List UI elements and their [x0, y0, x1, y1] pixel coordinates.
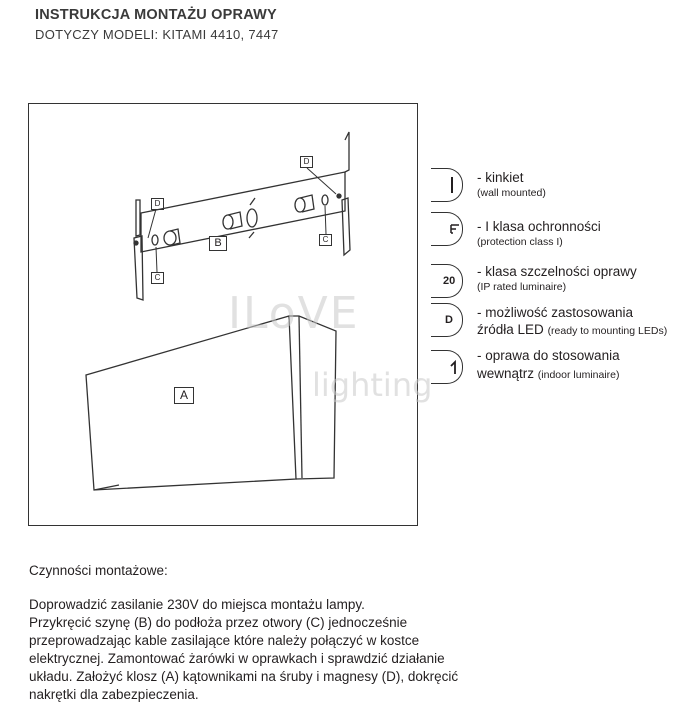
instruction-line: przeprowadzając kable zasilające które należy połączyć w kostce: [29, 633, 420, 648]
wall-mounted-icon: [431, 168, 463, 202]
legend-label-indoor: - oprawa do stosowania: [477, 348, 620, 363]
instruction-line: układu. Założyć klosz (A) kątownikami na śruby i magnesy (D), dokręcić: [29, 669, 459, 684]
legend-sub-indoor: (indoor luminaire): [537, 369, 620, 381]
ip20-symbol: 20: [443, 275, 456, 287]
legend-sub-led: (ready to mounting LEDs): [547, 325, 668, 337]
callout-c-left: C: [151, 272, 164, 284]
legend-label-protection: - I klasa ochronności: [477, 219, 601, 234]
led-ready-icon: [431, 303, 463, 337]
instructions-body: [29, 596, 499, 704]
callout-d-left: D: [151, 198, 164, 210]
instruction-line: nakrętki dla zabezpieczenia.: [29, 687, 199, 702]
ip20-icon: [431, 264, 463, 298]
callout-c-right: C: [319, 234, 332, 246]
protection-class-icon: [431, 212, 463, 246]
legend-label-indoor-2: [477, 366, 620, 381]
callout-a: A: [174, 387, 194, 404]
legend-label-ip: - klasa szczelności oprawy: [477, 264, 637, 279]
legend-label-led-2: [477, 322, 667, 337]
legend-sub-ip: (IP rated luminaire): [477, 281, 567, 293]
legend-label-led: - możliwość zastosowania: [477, 305, 634, 320]
instruction-line: elektrycznej. Zamontować żarówki w oprawkach i sprawdzić działanie: [29, 651, 445, 666]
legend-label-led-line2: źródła LED: [477, 322, 544, 337]
legend-label-indoor-line2: wewnątrz: [477, 366, 535, 381]
instruction-line: Przykręcić szynę (B) do podłoża przez otwory (C) jednocześnie: [29, 615, 408, 630]
instructions-title: Czynności montażowe:: [29, 563, 168, 578]
page-subtitle: DOTYCZY MODELI: KITAMI 4410, 7447: [35, 27, 279, 42]
legend-sub-wall: (wall mounted): [477, 187, 546, 199]
callout-d-top: D: [300, 156, 313, 168]
page-title: INSTRUKCJA MONTAŻU OPRAWY: [35, 7, 277, 23]
callout-leaders: [148, 168, 336, 272]
watermark-logo-sub: lighting: [312, 366, 433, 404]
callout-b: B: [209, 236, 227, 251]
cover-shade: [86, 316, 336, 490]
indoor-icon: [431, 350, 463, 384]
mounting-rail: [134, 132, 350, 300]
led-symbol: D: [445, 314, 453, 326]
instruction-line: Doprowadzić zasilanie 230V do miejsca montażu lampy.: [29, 597, 365, 612]
legend-sub-protection: (protection class I): [477, 236, 563, 248]
legend-label-wall: - kinkiet: [477, 170, 524, 185]
watermark-logo: ILoVE: [228, 288, 360, 339]
